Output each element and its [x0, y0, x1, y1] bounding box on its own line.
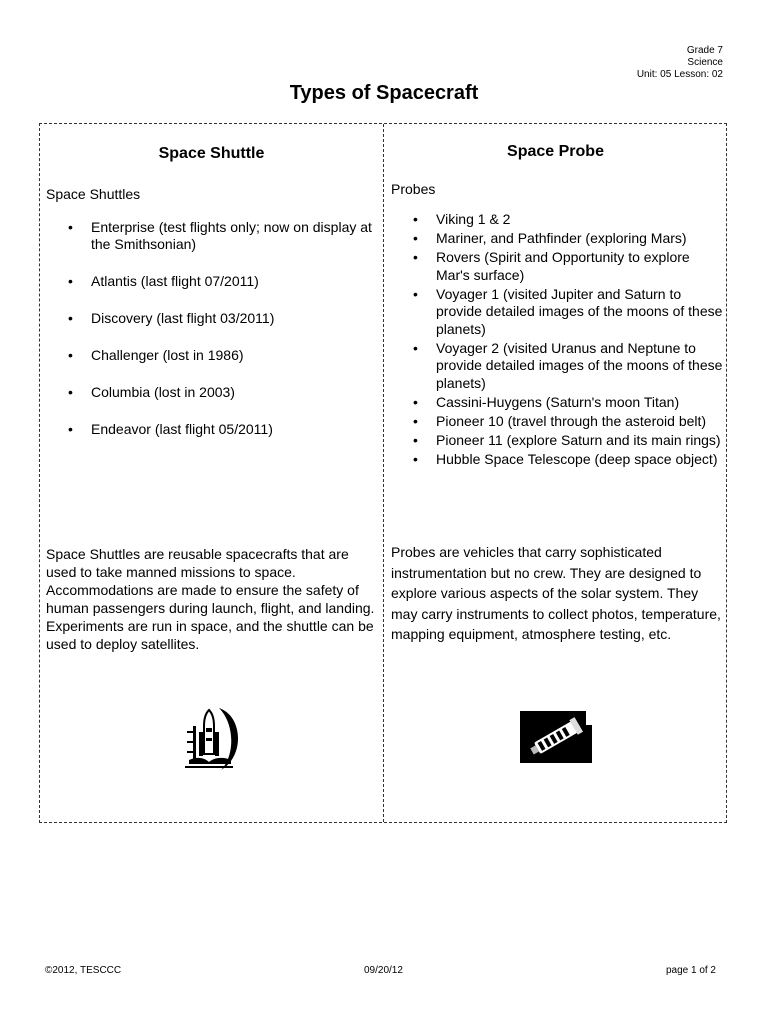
unit-lesson-label: Unit: 05 Lesson: 02	[636, 69, 723, 80]
grade-label: Grade 7	[686, 45, 723, 56]
shuttle-heading: Space Shuttle	[158, 145, 265, 162]
list-item: • Columbia (lost in 2003)	[46, 384, 380, 401]
shuttle-description: Space Shuttles are reusable spacecrafts that are used to take manned missions to space. Accommodations are made to ensure the safety of human passengers during launch, flight, and landing. Experiments are run in space, and the shuttle can be used to deploy satellites.	[46, 546, 375, 652]
comparison-table	[39, 123, 727, 823]
footer-date: 09/20/12	[364, 965, 403, 976]
probe-description: Probes are vehicles that carry sophisticated instrumentation but no crew. They are designed to explore various aspects of the solar system. They may carry instruments to collect photos, temperature, mapping equipment, atmosphere testing, etc.	[391, 544, 721, 642]
footer-copyright: ©2012, TESCCC	[45, 965, 122, 976]
probe-subheading: Probes	[391, 181, 436, 197]
list-item: • Pioneer 11 (explore Saturn and its main rings)	[391, 432, 724, 450]
footer-page-number: page 1 of 2	[665, 965, 716, 976]
list-item: • Challenger (lost in 1986)	[46, 347, 380, 364]
shuttle-list	[46, 219, 380, 458]
list-item: • Enterprise (test flights only; now on display at the Smithsonian)	[46, 219, 380, 253]
shuttle-subheading: Space Shuttles	[46, 186, 141, 202]
list-item: • Voyager 1 (visited Jupiter and Saturn to provide detailed images of the moons of these planets)	[391, 286, 724, 339]
space-probe-icon	[520, 711, 592, 763]
list-item: • Voyager 2 (visited Uranus and Neptune to provide detailed images of the moons of these planets)	[391, 340, 724, 393]
list-item: • Mariner, and Pathfinder (exploring Mars)	[391, 230, 724, 248]
probe-column	[384, 124, 727, 822]
probe-heading: Space Probe	[507, 143, 604, 160]
list-item: • Discovery (last flight 03/2011)	[46, 310, 380, 327]
list-item: • Endeavor (last flight 05/2011)	[46, 421, 380, 438]
list-item: • Viking 1 & 2	[391, 211, 724, 229]
subject-label: Science	[687, 57, 723, 68]
space-shuttle-icon	[183, 704, 243, 774]
list-item: • Cassini-Huygens (Saturn's moon Titan)	[391, 394, 724, 412]
page-title: Types of Spacecraft	[289, 82, 479, 104]
shuttle-column	[40, 124, 383, 822]
list-item: • Atlantis (last flight 07/2011)	[46, 273, 380, 290]
list-item: • Pioneer 10 (travel through the asteroid belt)	[391, 413, 724, 431]
list-item: • Hubble Space Telescope (deep space object)	[391, 451, 724, 469]
list-item: • Rovers (Spirit and Opportunity to explore Mar's surface)	[391, 249, 724, 284]
probe-list	[391, 211, 724, 470]
document-meta	[637, 45, 723, 81]
